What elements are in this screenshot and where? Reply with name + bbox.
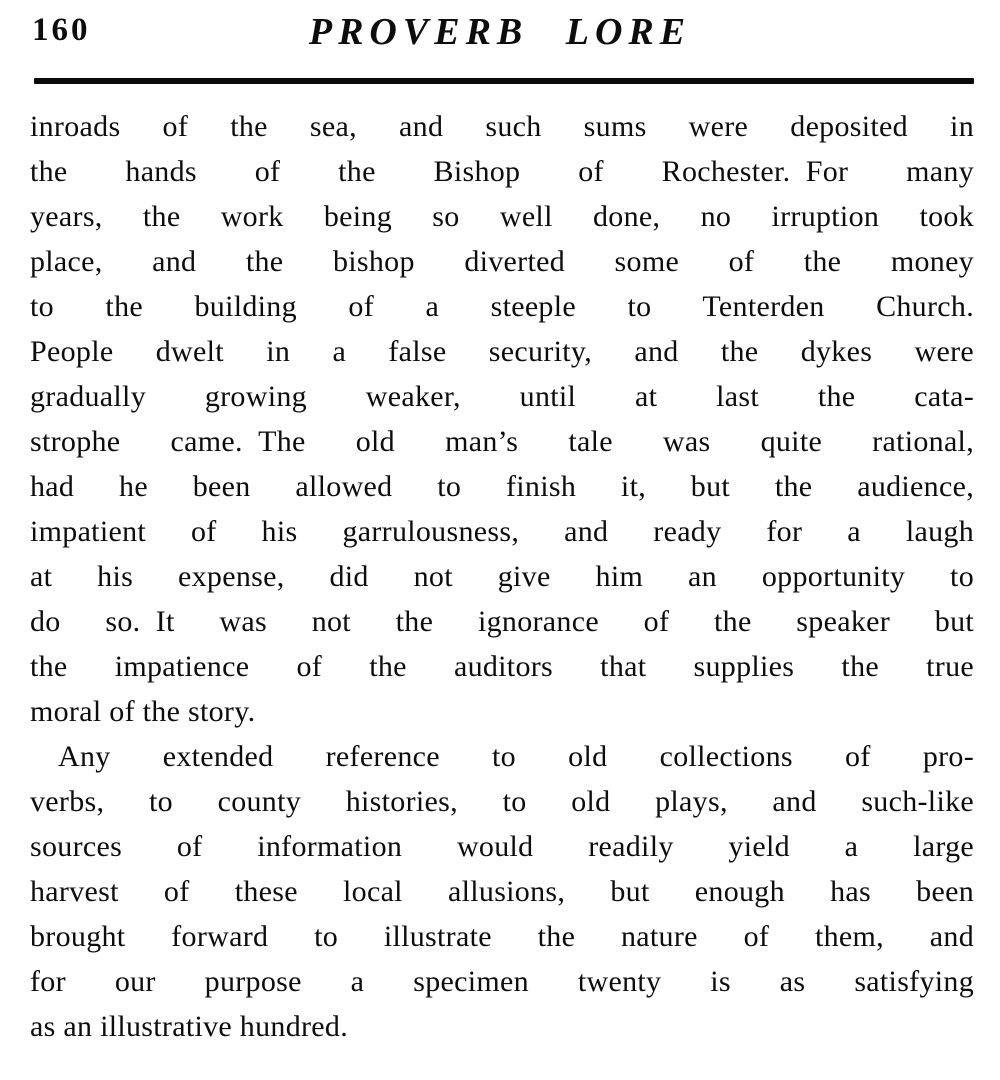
text-line: the hands of the Bishop of Rochester. For many [30, 155, 974, 188]
text-line: sources of information would readily yield a large [30, 830, 974, 863]
page-title: PROVERB LORE [308, 11, 692, 53]
paragraph [30, 734, 974, 1049]
text-line: People dwelt in a false security, and the dykes were [30, 335, 974, 368]
text-line: verbs, to county histories, to old plays, and such-like [30, 785, 974, 818]
page-header [0, 0, 1000, 68]
paragraph [30, 104, 974, 734]
text-line: to the building of a steeple to Tenterden Church. [30, 290, 974, 323]
text-line: gradually growing weaker, until at last the cata- [30, 380, 974, 413]
text-line: do so. It was not the ignorance of the speaker but [30, 605, 974, 638]
text-line: moral of the story. [30, 695, 256, 728]
text-line: at his expense, did not give him an opportunity to [30, 560, 974, 593]
page-number: 160 [32, 12, 91, 48]
text-line: as an illustrative hundred. [30, 1010, 349, 1043]
text-line: brought forward to illustrate the nature of them, and [30, 920, 974, 953]
page-body [0, 84, 1000, 1049]
text-line: Any extended reference to old collections of pro- [58, 740, 974, 773]
text-line: impatient of his garrulousness, and ready for a laugh [30, 515, 974, 548]
text-line: strophe came. The old man’s tale was quite rational, [30, 425, 974, 458]
text-line: place, and the bishop diverted some of the money [30, 245, 974, 278]
text-line: inroads of the sea, and such sums were deposited in [30, 110, 974, 143]
text-line: for our purpose a specimen twenty is as satisfying [30, 965, 974, 998]
text-line: the impatience of the auditors that supplies the true [30, 650, 974, 683]
text-line: had he been allowed to finish it, but the audience, [30, 470, 974, 503]
text-line: harvest of these local allusions, but enough has been [30, 875, 974, 908]
text-line: years, the work being so well done, no irruption took [30, 200, 974, 233]
